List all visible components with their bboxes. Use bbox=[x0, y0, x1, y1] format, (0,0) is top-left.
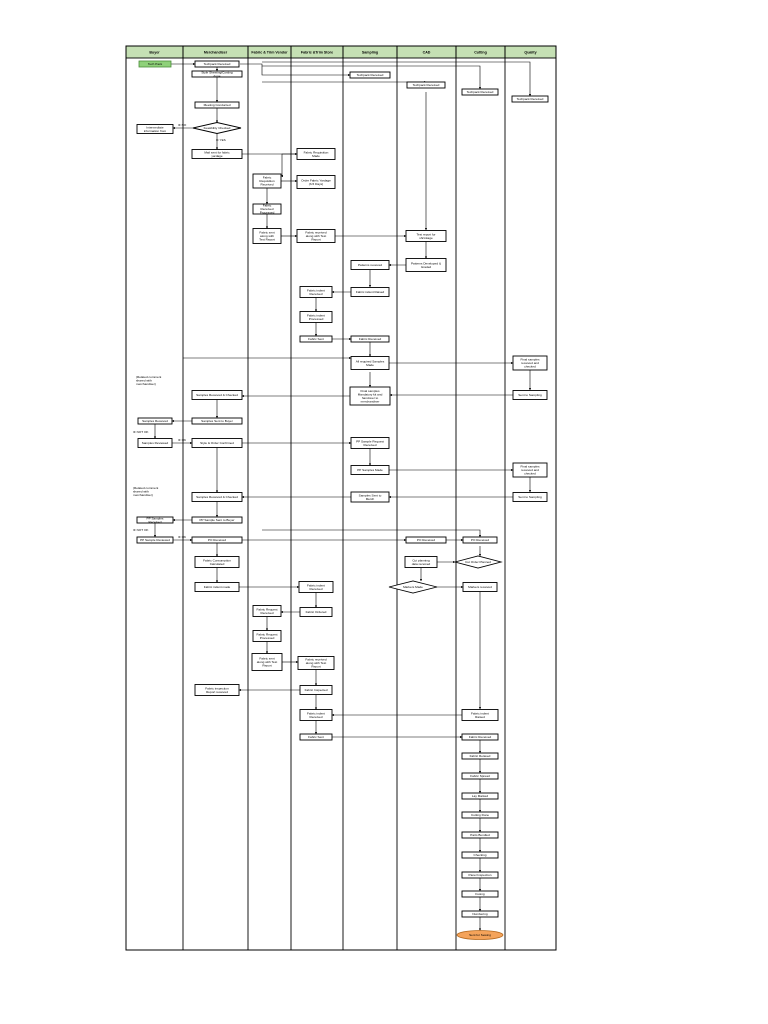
flow-node-label-line: Style Sheeting/Costing bbox=[201, 70, 233, 75]
flow-node-label bbox=[475, 892, 485, 896]
flow-node-label-line: Meeting Conducted bbox=[203, 103, 231, 108]
flow-node bbox=[350, 387, 390, 405]
flow-node bbox=[462, 753, 498, 759]
flow-node-label bbox=[469, 735, 492, 739]
flow-node bbox=[351, 288, 389, 297]
flow-node-label bbox=[140, 538, 170, 542]
flow-node-label-line: Fabric bbox=[262, 203, 272, 208]
flow-node-label-line: Patterns Developed & bbox=[410, 261, 442, 266]
flow-node-label bbox=[201, 419, 233, 423]
flow-node-label-line: Calculated bbox=[209, 561, 225, 566]
flow-node-label-line: Samples Sent to bbox=[358, 493, 382, 498]
flow-node bbox=[138, 418, 172, 424]
flow-node-label bbox=[465, 560, 491, 564]
flow-node bbox=[407, 82, 445, 88]
flow-node bbox=[406, 231, 446, 242]
lane-label-buyer: Buyer bbox=[149, 50, 160, 55]
flow-node-label-line: PP Sample Reviewed bbox=[140, 538, 170, 543]
branch-note-line: merchandiser) bbox=[136, 382, 156, 387]
flow-node-label-line: data received bbox=[411, 561, 431, 566]
flow-node bbox=[462, 812, 498, 818]
flow-node-label bbox=[517, 97, 544, 101]
lane-label-sampling: Sampling bbox=[361, 50, 379, 55]
flow-node-label-line: shrinkage bbox=[419, 235, 433, 240]
flow-node-label bbox=[204, 126, 231, 130]
flow-node-label-line: Fabric sent bbox=[259, 230, 275, 235]
flow-node-label-line: Requisition bbox=[259, 179, 275, 184]
flow-node-label bbox=[358, 389, 383, 404]
flow-node-label-line: Received bbox=[309, 714, 323, 719]
branch-note-line: (Related comment bbox=[136, 375, 162, 379]
flow-node-label-line: Fabric indent bbox=[471, 711, 489, 716]
flow-node-label-line: Fusing bbox=[475, 892, 485, 897]
flow-node bbox=[463, 583, 497, 592]
flow-node-label-line: Fabric Received bbox=[358, 337, 382, 342]
flow-node bbox=[512, 96, 548, 102]
lane-label-cutting: Cutting bbox=[474, 50, 487, 55]
flow-node-label bbox=[196, 393, 238, 397]
flow-node-label bbox=[469, 933, 491, 937]
flow-node-label-line: Lay Marked bbox=[471, 794, 489, 799]
flow-node-label bbox=[259, 231, 275, 242]
flow-node bbox=[192, 418, 242, 424]
branch-note bbox=[133, 486, 158, 497]
flow-node bbox=[513, 463, 547, 477]
flow-node-label-line: PO Received bbox=[470, 538, 490, 543]
flow-node-label bbox=[470, 774, 490, 778]
flow-node-label-line: Tech Pack bbox=[147, 62, 163, 67]
flow-node-label-line: information from bbox=[143, 128, 167, 133]
flow-node bbox=[297, 230, 335, 243]
branch-note: IF OK bbox=[178, 535, 187, 539]
flow-node-label-line: PO Received bbox=[207, 538, 227, 543]
flow-node bbox=[195, 685, 239, 696]
flow-node-label-line: Panel Inspection bbox=[468, 873, 492, 878]
flow-node-label-line: Received bbox=[309, 586, 323, 591]
flow-node-label bbox=[308, 337, 324, 341]
flow-node bbox=[351, 336, 389, 342]
flow-node-label bbox=[413, 83, 440, 87]
flow-node bbox=[351, 466, 389, 475]
flow-node bbox=[252, 654, 282, 671]
flow-node-label-line: Order Fabric Yardage bbox=[301, 178, 331, 183]
flow-node-label-line: Fabric Spread bbox=[470, 774, 490, 779]
flow-node-label bbox=[359, 337, 382, 341]
flow-node-label-line: Report bbox=[311, 664, 321, 669]
flow-node-label-line: Intermediate bbox=[146, 125, 164, 130]
flow-node-label bbox=[472, 794, 488, 798]
branch-note: IF NOT OK bbox=[133, 430, 149, 434]
flow-node-label-line: Report bbox=[311, 237, 321, 242]
branch-note: IF NOT OK bbox=[133, 528, 149, 532]
flow-node bbox=[462, 734, 498, 740]
flow-node bbox=[462, 852, 498, 858]
flow-node-label bbox=[307, 313, 325, 321]
flow-node-label bbox=[204, 62, 231, 66]
flow-node-label-line: Processed bbox=[259, 210, 275, 215]
flow-node-label-line: Fabric inspection bbox=[205, 686, 229, 691]
flow-node-label-line: Fabric Sent bbox=[308, 735, 324, 740]
flow-node-label-line: checked bbox=[524, 364, 536, 369]
flow-node-label-line: Raised bbox=[475, 714, 485, 719]
flow-node-label bbox=[358, 263, 382, 267]
flow-node bbox=[462, 773, 498, 779]
flow-node-label bbox=[467, 90, 494, 94]
flow-node-label-line: yardage bbox=[211, 153, 223, 158]
flow-node-label bbox=[147, 516, 164, 524]
flow-node-label bbox=[148, 62, 163, 66]
flow-node bbox=[455, 556, 501, 568]
flow-node-label-line: Samples Received bbox=[142, 419, 168, 424]
flow-node-label bbox=[307, 583, 325, 591]
flow-node-label-line: Fabric indent bbox=[307, 288, 325, 293]
flow-node-label-line: Fabric Sent bbox=[308, 337, 324, 342]
flow-node bbox=[462, 710, 498, 721]
flow-node bbox=[195, 583, 239, 592]
flow-node-label-line: Cutting Done bbox=[470, 813, 490, 818]
flow-node bbox=[299, 582, 333, 593]
flow-node bbox=[137, 537, 173, 543]
flow-node bbox=[462, 793, 498, 799]
flow-node-label bbox=[518, 393, 542, 397]
flow-node-label-line: Fabric Inspected bbox=[304, 688, 328, 693]
flow-node bbox=[253, 229, 281, 244]
flow-node-label-line: Fabric Requisition bbox=[303, 150, 329, 155]
flow-node-label-line: Feasibility Checked bbox=[203, 126, 231, 131]
branch-note-line: merchandiser) bbox=[133, 493, 153, 498]
flow-node bbox=[300, 686, 332, 695]
flow-node-label-line: along with Test bbox=[305, 234, 327, 239]
flow-node-label bbox=[306, 610, 327, 614]
flow-node bbox=[462, 891, 498, 897]
flow-node-label bbox=[470, 754, 491, 758]
flow-node bbox=[300, 608, 332, 617]
flow-node-label-line: along with bbox=[260, 234, 274, 239]
flow-node bbox=[137, 516, 173, 524]
flow-node bbox=[192, 391, 242, 400]
flow-node-label bbox=[142, 441, 169, 445]
flow-node-label bbox=[208, 538, 227, 542]
flow-node bbox=[462, 872, 498, 878]
flow-node bbox=[389, 581, 437, 593]
flow-node-label-line: Techpack Received bbox=[466, 90, 494, 95]
flow-node bbox=[192, 517, 242, 523]
flow-node bbox=[463, 537, 497, 543]
flow-node-label-line: Fabric sent bbox=[259, 656, 275, 661]
flow-node-label-line: Techpack Received bbox=[356, 73, 384, 78]
flow-node-label-line: Received bbox=[148, 519, 162, 524]
flow-node-label bbox=[416, 232, 435, 240]
flow-node-label bbox=[305, 688, 328, 692]
lane-label-quality: Quality bbox=[524, 50, 537, 55]
branch-note: IF NO bbox=[178, 123, 187, 127]
flow-node-label-line: Cut Order Planned bbox=[465, 560, 491, 565]
flow-node bbox=[253, 204, 281, 215]
flow-node-label-line: Parts Bundled bbox=[470, 833, 490, 838]
branch-note: IF YES bbox=[216, 138, 226, 142]
flow-node-label-line: Fabric received bbox=[305, 657, 327, 662]
flow-node-label-line: Fabric indent bbox=[307, 583, 325, 588]
flow-node-label-line: Final samples bbox=[520, 357, 540, 362]
flow-node-label bbox=[204, 103, 231, 107]
flow-node-label-line: Fabric received bbox=[305, 230, 327, 235]
flow-node-label bbox=[196, 495, 238, 499]
flow-node-label-line: Received bbox=[363, 442, 377, 447]
flow-node bbox=[195, 557, 239, 568]
branch-note-line: shared with bbox=[133, 489, 149, 494]
flow-node-label-line: Fabric indent Raised bbox=[355, 290, 385, 295]
flow-node bbox=[192, 493, 242, 502]
flow-node-label bbox=[471, 813, 489, 817]
flow-node-label-line: Final samples bbox=[360, 388, 380, 393]
flow-node-label bbox=[412, 558, 431, 566]
flow-node bbox=[351, 492, 389, 502]
flow-node-label-line: checked bbox=[524, 471, 536, 476]
flow-node-label bbox=[472, 912, 487, 916]
flow-node bbox=[138, 439, 172, 448]
flow-node bbox=[513, 356, 547, 370]
flow-node-label-line: Received bbox=[260, 610, 274, 615]
branch-note-line: shared with bbox=[136, 378, 152, 383]
flow-node-label-line: (3-5 Days) bbox=[308, 181, 324, 186]
flow-node-label-line: Cut planning bbox=[412, 558, 430, 563]
flow-node bbox=[351, 438, 389, 449]
flow-node bbox=[193, 123, 241, 134]
flow-node-label-line: Merch bbox=[365, 496, 375, 501]
lane-label-store: Fabric &Trim Store bbox=[300, 50, 334, 55]
flow-node-label-line: Style & Order Confirmed bbox=[200, 441, 234, 446]
flow-node bbox=[195, 102, 239, 108]
flow-node-label bbox=[308, 735, 324, 739]
flow-node-label-line: Received bbox=[260, 207, 274, 212]
flow-node-label bbox=[142, 419, 168, 423]
flow-node-label-line: Fabric indent bbox=[307, 711, 325, 716]
flow-node-label-line: received and bbox=[521, 361, 539, 366]
branch-note: IF OK bbox=[178, 438, 187, 442]
flow-node bbox=[192, 439, 242, 448]
flow-node bbox=[351, 357, 389, 370]
flow-node-label-line: done bbox=[213, 73, 221, 78]
flow-node bbox=[297, 176, 335, 189]
flow-node bbox=[462, 89, 498, 95]
flow-node-label bbox=[144, 125, 167, 133]
flow-node bbox=[192, 70, 242, 78]
flow-node bbox=[405, 557, 437, 568]
flow-node-label bbox=[356, 290, 385, 294]
flow-node-label bbox=[470, 833, 490, 837]
flow-node bbox=[462, 832, 498, 838]
flow-node-label-line: Samples Received & Checked bbox=[196, 393, 238, 398]
flow-node bbox=[192, 537, 242, 543]
flow-node bbox=[300, 710, 332, 721]
flow-node-label-line: Sent to Sampling bbox=[518, 393, 542, 398]
flow-node-label-line: Sent to Sampling bbox=[518, 495, 542, 500]
flow-node bbox=[139, 61, 171, 67]
flow-node bbox=[457, 931, 503, 940]
flow-node-label-line: Samples Reviewed bbox=[141, 441, 169, 446]
flow-node-label-line: PP Sample Request bbox=[356, 439, 384, 444]
flow-node-label-line: Made bbox=[366, 362, 374, 367]
flow-node-label-line: Report received bbox=[206, 689, 228, 694]
flow-connector bbox=[281, 154, 297, 176]
flow-node bbox=[406, 259, 446, 272]
flow-node-label-line: Patterns received bbox=[357, 263, 383, 268]
flow-node-label-line: Checking bbox=[473, 853, 487, 858]
flow-node-label bbox=[307, 288, 325, 296]
flow-node bbox=[137, 125, 173, 134]
flow-node-label-line: received and bbox=[521, 468, 539, 473]
flow-node-label-line: PP Samples bbox=[146, 516, 164, 521]
flow-node-label-line: Fabric indent made bbox=[203, 585, 231, 590]
flow-node-label bbox=[307, 711, 325, 719]
flow-node-label bbox=[357, 468, 383, 472]
flow-node-label-line: Received bbox=[260, 182, 274, 187]
flow-node-label-line: PO Received bbox=[416, 538, 436, 543]
flow-node-label-line: Made bbox=[312, 153, 320, 158]
flow-node bbox=[195, 61, 239, 67]
flow-node-label bbox=[474, 853, 487, 857]
branch-note bbox=[136, 375, 161, 386]
lane-label-cad: CAD bbox=[422, 50, 431, 55]
flow-node-label-line: Techpack Received bbox=[412, 83, 440, 88]
flow-node-label-line: PP Samples Made bbox=[357, 468, 383, 473]
flow-node-label-line: Fabric Ordered bbox=[305, 610, 327, 615]
flow-node-label bbox=[468, 585, 492, 589]
flow-node-label-line: Samples Sent to Buyer bbox=[201, 419, 233, 424]
flow-node bbox=[350, 72, 390, 78]
flow-node bbox=[192, 150, 242, 159]
flow-node-label-line: Fabric Request bbox=[256, 632, 278, 637]
flow-node-label bbox=[417, 538, 436, 542]
flow-node-label-line: Samples Received & Checked bbox=[196, 495, 238, 500]
flow-node-label bbox=[357, 73, 384, 77]
flow-node bbox=[300, 287, 332, 298]
flow-connector bbox=[240, 64, 350, 75]
branch-note-line: (Related comment bbox=[133, 486, 159, 490]
flow-node-label bbox=[469, 873, 492, 877]
flow-node bbox=[462, 911, 498, 917]
flow-node-label-line: handover to bbox=[361, 395, 379, 400]
flow-connector bbox=[262, 530, 480, 537]
flow-node-label-line: Test Report bbox=[259, 237, 275, 242]
flow-node bbox=[300, 312, 332, 323]
flow-node-label-line: Graded bbox=[420, 264, 432, 269]
flow-node-label-line: Sent for Sewing bbox=[469, 933, 491, 938]
flow-node-label-line: Fabric Consumption bbox=[203, 558, 231, 563]
flow-node-label-line: Mandatory kit and bbox=[357, 392, 383, 397]
flow-node-label-line: All required Samples bbox=[355, 359, 385, 364]
flow-node-label-line: Fabric indent bbox=[307, 313, 325, 318]
flow-node-label-line: along with Test bbox=[305, 661, 327, 666]
flow-node-label-line: Processed bbox=[308, 316, 324, 321]
flow-node-label-line: Fabric Relaxed bbox=[469, 754, 491, 759]
flow-node-label-line: Techpack Received bbox=[203, 62, 231, 67]
flow-node-label-line: Received bbox=[309, 291, 323, 296]
flow-node-label-line: Final samples bbox=[520, 464, 540, 469]
flow-node-label-line: Test report for bbox=[416, 232, 436, 237]
flow-node bbox=[297, 149, 335, 160]
flow-node-label-line: merchandiser bbox=[360, 399, 380, 404]
flow-node-label-line: Processed bbox=[259, 635, 275, 640]
flow-node-label-line: Fabric bbox=[262, 175, 272, 180]
flow-node-label-line: Mail sent for fabric bbox=[204, 150, 230, 155]
flow-node-label bbox=[205, 686, 229, 694]
flow-node-label bbox=[199, 518, 234, 522]
flow-node bbox=[253, 631, 281, 642]
flow-node-label bbox=[200, 441, 234, 445]
flow-node-label-line: Numbering bbox=[472, 912, 488, 917]
lane-label-vendor: Fabric & Trim Vendor bbox=[251, 50, 288, 55]
flow-node bbox=[253, 174, 281, 188]
flow-node bbox=[300, 734, 332, 740]
flow-node-label bbox=[518, 495, 542, 499]
flow-node bbox=[513, 391, 547, 400]
flow-node-label-line: Techpack Received bbox=[516, 97, 544, 102]
flow-node-label-line: Fabric Received bbox=[468, 735, 492, 740]
flow-node-label bbox=[403, 585, 423, 589]
flow-node-label bbox=[204, 585, 231, 589]
flow-node bbox=[300, 336, 332, 342]
flow-node bbox=[298, 657, 334, 670]
flow-node-label-line: along with Test bbox=[256, 660, 278, 665]
flow-node-label bbox=[471, 538, 490, 542]
flow-node-label-line: Markers Made bbox=[403, 585, 423, 590]
flow-node bbox=[513, 493, 547, 502]
flow-node-label-line: Fabric Request bbox=[256, 607, 278, 612]
flow-node bbox=[351, 261, 389, 270]
flow-node bbox=[253, 606, 281, 617]
flow-node-label-line: Report bbox=[262, 663, 272, 668]
flow-node-label-line: Markers received bbox=[468, 585, 492, 590]
flow-node bbox=[406, 537, 446, 543]
lane-label-merch: Merchandiser bbox=[203, 50, 228, 55]
flow-node-label-line: PP Sample Sent to Buyer bbox=[199, 518, 235, 523]
